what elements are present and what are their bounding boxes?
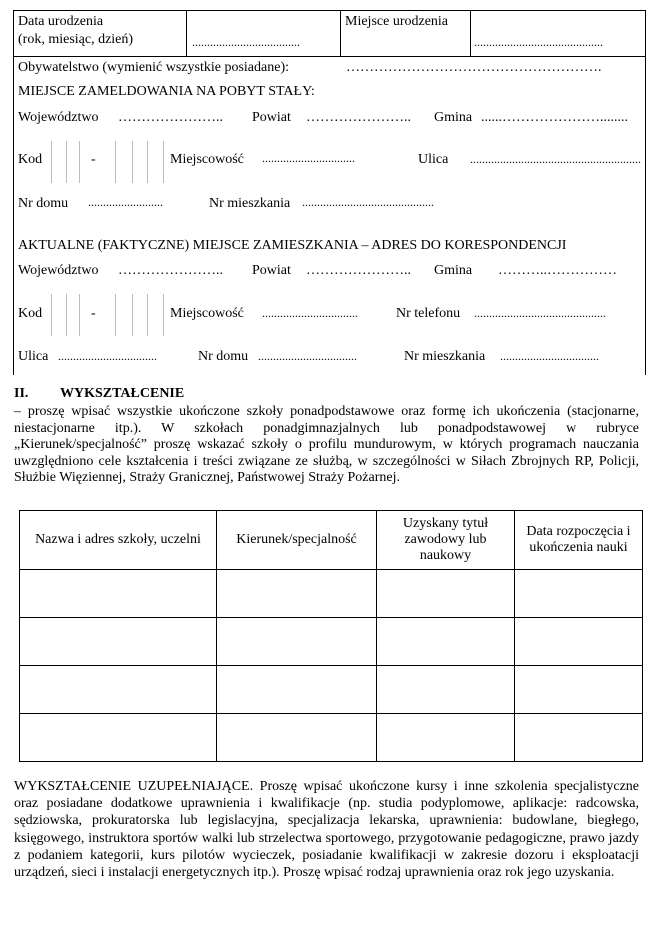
birth-cell-divider-3 <box>470 10 471 56</box>
current-phone-label: Nr telefonu <box>396 306 461 321</box>
header-field-of-study: Kierunek/specjalność <box>217 511 377 570</box>
permanent-county-label: Powiat <box>252 110 291 125</box>
permanent-code-dash: - <box>91 152 96 167</box>
birth-place-field[interactable]: ........................................... <box>474 35 603 49</box>
table-cell[interactable] <box>377 714 515 762</box>
current-code-label: Kod <box>18 306 43 321</box>
permanent-code-box-4[interactable] <box>131 141 148 183</box>
table-cell[interactable] <box>515 714 643 762</box>
table-row <box>20 618 643 666</box>
permanent-county-field[interactable]: ………………….. <box>306 110 411 125</box>
birth-cell-divider-2 <box>340 10 341 56</box>
table-cell[interactable] <box>20 618 217 666</box>
header-school: Nazwa i adres szkoły, uczelni <box>20 511 217 570</box>
birth-cell-divider-1 <box>186 10 187 56</box>
current-flat-label: Nr mieszkania <box>404 349 486 364</box>
education-instructions: – proszę wpisać wszystkie ukończone szkoły ponadpodstawowe oraz formę ich ukończenia (stacjonarne, niestacjonarne itp.). W szkołach ponadgimnazjalnych lub ponadpodstawowej w rubryce „Kierunek/specjalność” proszę wskazać szkoły o profilu mundurowym, w których programach nauczania uwzględniono cele kształcenia i treści związane ze służbą, w szczególności w Siłach Zbrojnych RP, Policji, Służbie Więziennej, Straży Granicznej, Państwowej Straży Pożarnej. <box>14 404 639 485</box>
form-left-border <box>13 10 14 375</box>
table-row <box>20 714 643 762</box>
current-voivodeship-field[interactable]: ………………….. <box>118 263 223 278</box>
header-degree: Uzyskany tytuł zawodowy lub naukowy <box>377 511 515 570</box>
permanent-street-field[interactable]: ......................................................... <box>470 152 641 166</box>
current-street-field[interactable]: ................................. <box>58 349 157 363</box>
table-cell[interactable] <box>20 570 217 618</box>
current-house-field[interactable]: ................................. <box>258 349 357 363</box>
header-dates: Data rozpoczęcia i ukończenia nauki <box>515 511 643 570</box>
permanent-commune-label: Gmina <box>434 110 473 125</box>
table-header-row <box>20 511 643 570</box>
current-commune-label: Gmina <box>434 263 473 278</box>
permanent-voivodeship-label: Województwo <box>18 110 99 125</box>
current-county-field[interactable]: ………………….. <box>306 263 411 278</box>
birth-place-label: Miejsce urodzenia <box>345 14 449 29</box>
current-commune-field[interactable]: ………..…………… <box>498 263 617 278</box>
current-county-label: Powiat <box>252 263 291 278</box>
table-cell[interactable] <box>217 714 377 762</box>
permanent-house-field[interactable]: ......................... <box>88 195 163 209</box>
table-cell[interactable] <box>217 666 377 714</box>
permanent-flat-field[interactable]: ............................................ <box>302 195 434 209</box>
permanent-address-heading: MIEJSCE ZAMELDOWANIA NA POBYT STAŁY: <box>18 84 315 99</box>
table-row <box>20 570 643 618</box>
current-address-heading: AKTUALNE (FAKTYCZNE) MIEJSCE ZAMIESZKANIA – ADRES DO KORESPONDENCJI <box>18 238 567 253</box>
permanent-city-label: Miejscowość <box>170 152 244 167</box>
current-code-dash: - <box>91 306 96 321</box>
current-city-field[interactable]: ................................ <box>262 306 358 320</box>
permanent-flat-label: Nr mieszkania <box>209 196 291 211</box>
current-code-box-5[interactable] <box>147 294 164 336</box>
table-cell[interactable] <box>217 618 377 666</box>
table-cell[interactable] <box>515 618 643 666</box>
education-table <box>19 510 643 762</box>
birth-date-field[interactable]: .................................... <box>192 35 300 49</box>
permanent-voivodeship-field[interactable]: ………………….. <box>118 110 223 125</box>
table-row <box>20 666 643 714</box>
form-right-border <box>645 10 646 375</box>
table-cell[interactable] <box>377 666 515 714</box>
current-house-label: Nr domu <box>198 349 249 364</box>
supplementary-education-text: WYKSZTAŁCENIE UZUPEŁNIAJĄCE. Proszę wpisać ukończone kursy i inne szkolenia specjalistyczne oraz posiadane dodatkowe uprawnienia i kwalifikacje (np. studia podyplomowe, aplikacje: radcowska, sędziowska, prokuratorska lub legislacyjna, specjalizacja lekarska, uprawnienia: budowlane, biegłego, księgowego, instruktora sportów walki lub strzelectwa sportowego, przygotowanie pedagogiczne, prawo jazdy z podaniem kategorii, kurs pilotów wycieczek, posiadanie kwalifikacji w zakresie dozoru i eksploatacji urządzeń, sieci i instalacji energetycznych itp.). Proszę wpisać rodzaj uprawnienia oraz rok jego uzyskania. <box>14 779 639 881</box>
permanent-city-field[interactable]: ............................... <box>262 151 355 165</box>
table-cell[interactable] <box>20 666 217 714</box>
citizenship-field[interactable]: ………………………………………………. <box>346 60 602 75</box>
current-street-label: Ulica <box>18 349 49 364</box>
current-code-box-2[interactable] <box>65 294 80 336</box>
table-cell[interactable] <box>20 714 217 762</box>
table-cell[interactable] <box>217 570 377 618</box>
citizenship-label: Obywatelstwo (wymienić wszystkie posiadane): <box>18 60 289 75</box>
birth-date-label: Data urodzenia <box>18 14 104 29</box>
permanent-code-box-2[interactable] <box>65 141 80 183</box>
current-voivodeship-label: Województwo <box>18 263 99 278</box>
current-city-label: Miejscowość <box>170 306 244 321</box>
table-cell[interactable] <box>515 666 643 714</box>
section-number: II. <box>14 386 29 401</box>
table-cell[interactable] <box>515 570 643 618</box>
permanent-code-label: Kod <box>18 152 43 167</box>
permanent-code-box-5[interactable] <box>147 141 164 183</box>
birth-row-bottom-border <box>13 56 646 57</box>
form-top-border <box>13 10 646 11</box>
section-title: WYKSZTAŁCENIE <box>60 386 185 401</box>
birth-date-sublabel: (rok, miesiąc, dzień) <box>18 32 134 47</box>
table-cell[interactable] <box>377 618 515 666</box>
current-code-box-4[interactable] <box>131 294 148 336</box>
permanent-street-label: Ulica <box>418 152 449 167</box>
permanent-commune-field[interactable]: ......…………………........ <box>481 110 628 125</box>
current-phone-field[interactable]: ............................................ <box>474 306 606 320</box>
current-flat-field[interactable]: ................................. <box>500 349 599 363</box>
permanent-house-label: Nr domu <box>18 196 69 211</box>
table-cell[interactable] <box>377 570 515 618</box>
